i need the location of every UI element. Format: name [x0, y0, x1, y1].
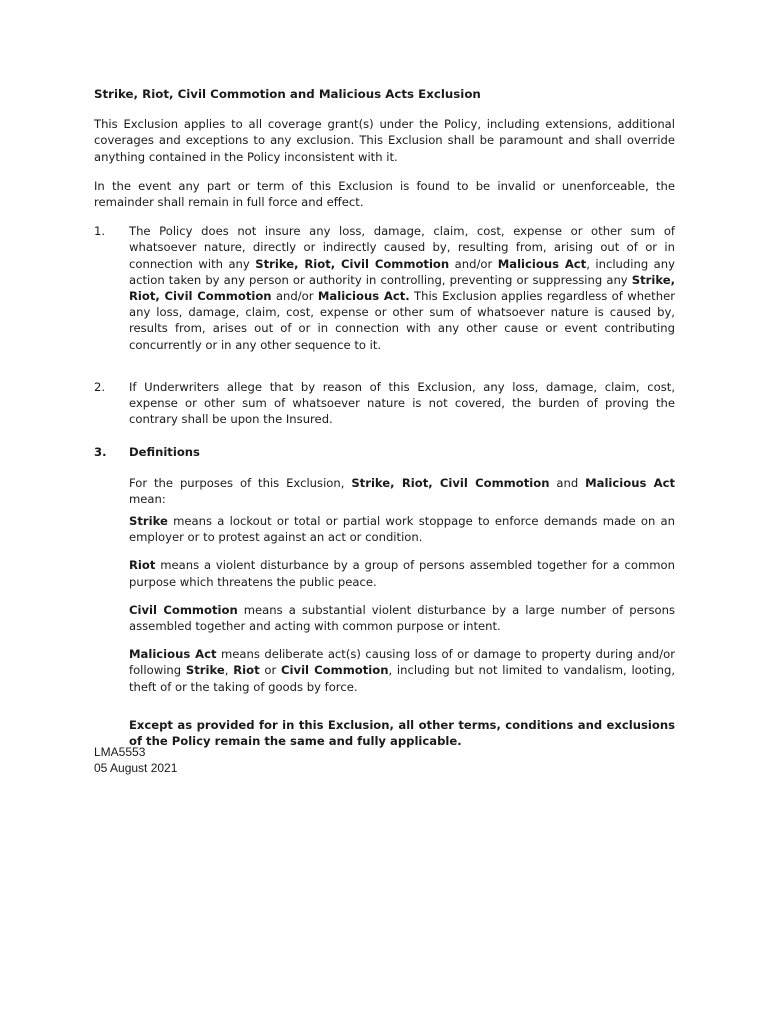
defined-term: Malicious Act — [129, 647, 217, 662]
text-segment: For the purposes of this Exclusion, — [129, 475, 352, 490]
defined-term: Strike, Riot, Civil Commotion — [351, 475, 550, 490]
defined-term: Strike, Riot, Civil Commotion — [129, 272, 675, 304]
defined-term: Malicious Act — [585, 475, 676, 490]
text-segment: mean: — [129, 491, 166, 506]
clause-text-segment: , including any action taken by any person or authority in controlling, preventing or suppressing any — [129, 256, 675, 287]
clause-heading: Definitions — [129, 445, 200, 460]
defined-term: Strike — [129, 514, 168, 529]
definition-malicious-act — [129, 646, 675, 695]
intro-paragraph-1: This Exclusion applies to all coverage grant(s) under the Policy, including extensions, additional coverages and exceptions to any exclusion. This Exclusion shall be paramount and shall override anything contained in the Policy inconsistent with it. — [94, 117, 675, 164]
clause-text-segment: and/or — [271, 289, 318, 304]
definition-text: , including but not limited to vandalism, looting, theft of or the taking of goods by force. — [129, 663, 676, 694]
issue-date: 05 August 2021 — [94, 761, 178, 775]
document-footer — [94, 744, 177, 776]
defined-term: Strike — [185, 663, 225, 678]
clause-number: 1. — [94, 224, 106, 239]
clause-text-segment: This Exclusion applies regardless of whether any loss, damage, claim, cost, expense or other sum of whatsoever nature is caused by, results from, arises out of or in connection with any other cause or event contributing concurrently or in any other sequence to it. — [129, 289, 675, 352]
clause-text — [129, 223, 675, 353]
definition-civil-commotion — [129, 602, 675, 634]
document-body — [94, 86, 675, 749]
defined-term: Riot — [129, 558, 156, 573]
defined-term: Strike, Riot, Civil Commotion — [255, 256, 450, 271]
closing-statement: Except as provided for in this Exclusion, all other terms, conditions and exclusions of the Policy remain the same and fully applicable. — [129, 717, 675, 749]
clause-number: 2. — [94, 379, 106, 394]
clause-3-definitions — [94, 444, 675, 749]
clause-1 — [94, 223, 675, 353]
definition-riot — [129, 557, 675, 589]
definition-text: means a substantial violent disturbance by a large number of persons assembled together and acting with common purpose or intent. — [129, 602, 676, 634]
document-title: Strike, Riot, Civil Commotion and Malicious Acts Exclusion — [94, 87, 481, 101]
clause-number: 3. — [94, 445, 107, 460]
definition-text: or — [259, 663, 282, 678]
clause-text-segment: and/or — [449, 256, 498, 271]
definition-text: means deliberate act(s) causing loss of or damage to property during and/or following — [129, 647, 676, 678]
definition-text: means a lockout or total or partial work stoppage to enforce demands made on an employer or to protest against an act or condition. — [129, 514, 675, 545]
defined-term: Riot — [233, 663, 260, 678]
defined-term: Civil Commotion — [281, 663, 389, 678]
definition-text: , — [224, 663, 234, 678]
definitions-intro — [129, 475, 675, 507]
intro-paragraph-2: In the event any part or term of this Exclusion is found to be invalid or unenforceable, the remainder shall remain in full force and effect. — [94, 178, 675, 210]
text-segment: and — [549, 475, 586, 490]
definition-strike — [129, 513, 675, 545]
defined-term: Civil Commotion — [129, 602, 238, 617]
clause-2 — [94, 379, 675, 428]
defined-term: Malicious Act — [497, 256, 587, 271]
defined-term: Malicious Act. — [317, 289, 410, 304]
definition-text: means a violent disturbance by a group of persons assembled together for a common purpose which threatens the public peace. — [129, 558, 675, 589]
reference-code: LMA5553 — [94, 745, 146, 759]
clause-text-segment: The Policy does not insure any loss, damage, claim, cost, expense or other sum of whatsoever nature, directly or indirectly caused by, resulting from, arising out of or in connection with any — [129, 224, 675, 271]
clause-text: If Underwriters allege that by reason of this Exclusion, any loss, damage, claim, cost, expense or other sum of whatsoever nature is not covered, the burden of proving the contrary shall be upon the Insured. — [129, 379, 675, 427]
